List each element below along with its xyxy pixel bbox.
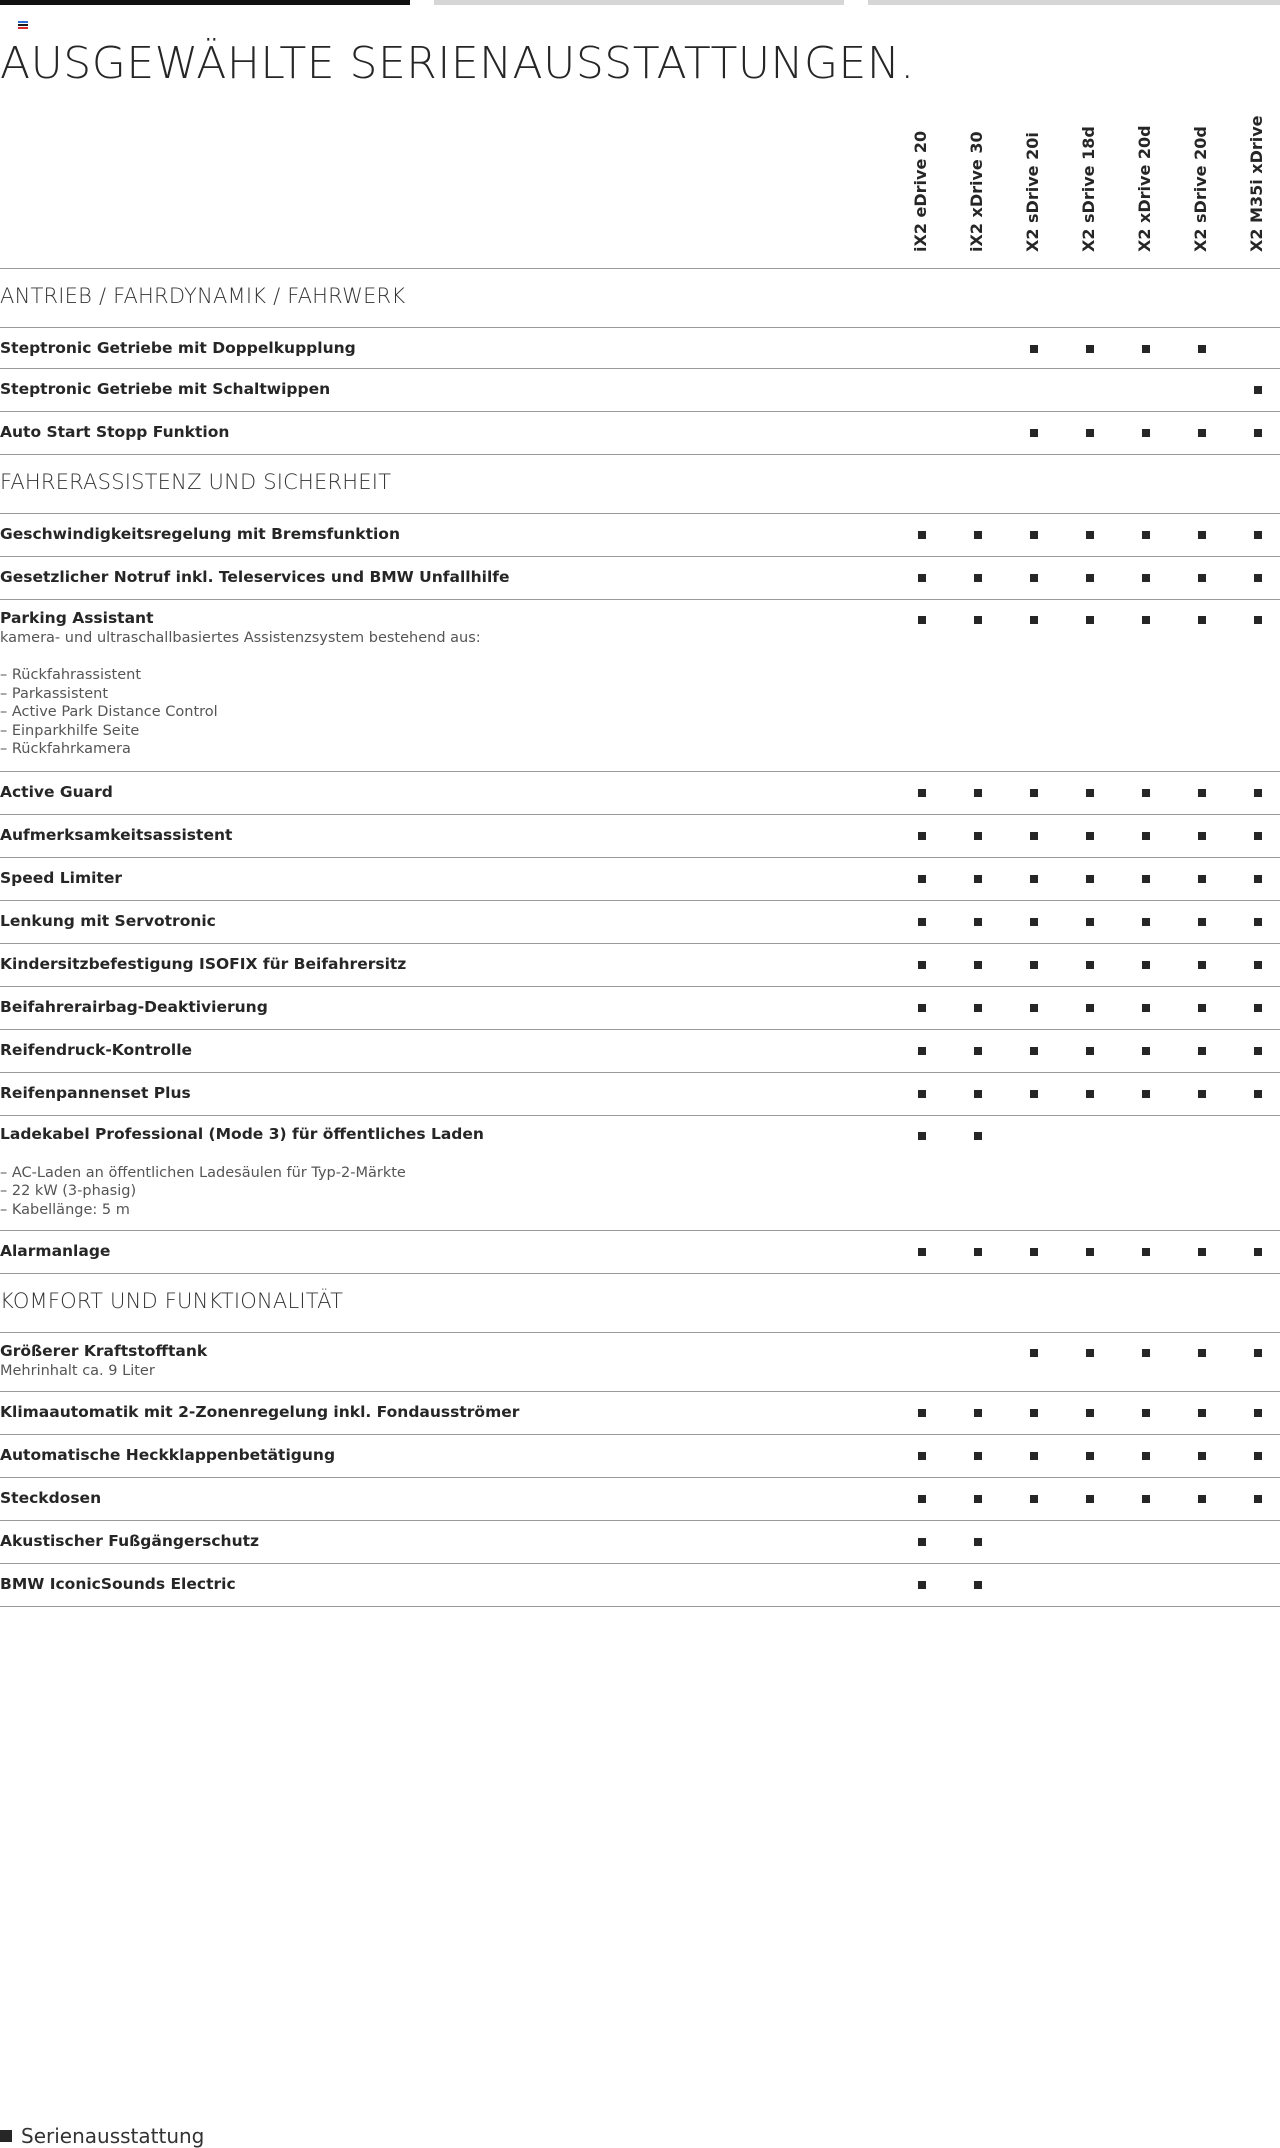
column-header — [907, 102, 937, 252]
standard-equipment-mark — [974, 1248, 982, 1256]
row-label: Reifendruck-Kontrolle — [0, 1041, 193, 1059]
table-row — [0, 1563, 1280, 1606]
standard-equipment-mark — [1254, 429, 1262, 437]
table-row — [0, 771, 1280, 814]
standard-equipment-mark — [1086, 1047, 1094, 1055]
column-header — [963, 102, 993, 252]
progress-bar — [0, 0, 1280, 6]
progress-segment-2 — [434, 0, 844, 5]
row-label: Kindersitzbefestigung ISOFIX für Beifahrersitz — [0, 955, 407, 973]
column-header — [1131, 102, 1161, 252]
row-label: Steptronic Getriebe mit Doppelkupplung — [0, 339, 356, 357]
row-label: Größerer Kraftstofftank — [0, 1342, 208, 1360]
column-header-label: X2 sDrive 20d — [1191, 126, 1210, 252]
standard-equipment-mark — [918, 1452, 926, 1460]
standard-equipment-mark — [1086, 1452, 1094, 1460]
legend — [0, 2124, 204, 2148]
standard-equipment-mark — [974, 616, 982, 624]
table-row — [0, 327, 1280, 368]
divider — [0, 1606, 1280, 1607]
divider — [0, 1273, 1280, 1274]
standard-equipment-mark — [1254, 875, 1262, 883]
section-title: KOMFORT UND FUNKTIONALITÄT — [0, 1289, 344, 1313]
column-headers — [0, 115, 1280, 270]
standard-equipment-mark — [974, 875, 982, 883]
row-label: Reifenpannenset Plus — [0, 1084, 191, 1102]
table-row — [0, 1115, 1280, 1230]
standard-equipment-mark — [1030, 961, 1038, 969]
column-header-label: X2 sDrive 20i — [1023, 132, 1042, 252]
row-label: Speed Limiter — [0, 869, 122, 887]
standard-equipment-mark — [974, 531, 982, 539]
table-row — [0, 1332, 1280, 1391]
standard-equipment-mark — [1142, 918, 1150, 926]
standard-equipment-mark — [1030, 574, 1038, 582]
standard-equipment-mark — [1030, 531, 1038, 539]
standard-equipment-mark — [974, 1538, 982, 1546]
standard-equipment-mark — [1254, 832, 1262, 840]
standard-equipment-mark — [1086, 616, 1094, 624]
standard-equipment-mark — [918, 1047, 926, 1055]
standard-equipment-mark — [1142, 961, 1150, 969]
standard-equipment-mark — [1030, 832, 1038, 840]
standard-equipment-mark — [1198, 1452, 1206, 1460]
standard-equipment-mark — [974, 832, 982, 840]
standard-equipment-mark — [1142, 574, 1150, 582]
row-label: Geschwindigkeitsregelung mit Bremsfunktion — [0, 525, 400, 543]
standard-equipment-mark — [1030, 1248, 1038, 1256]
standard-equipment-mark — [1198, 531, 1206, 539]
standard-equipment-mark — [1198, 789, 1206, 797]
page-title: AUSGEWÄHLTE SERIENAUSSTATTUNGEN. — [0, 38, 915, 89]
table-row — [0, 1520, 1280, 1563]
standard-equipment-mark — [918, 789, 926, 797]
row-description: – AC-Laden an öffentlichen Ladesäulen für Typ-2-Märkte – 22 kW (3-phasig) – Kabellänge: 5 m — [0, 1164, 406, 1218]
row-label: Auto Start Stopp Funktion — [0, 423, 230, 441]
row-description: kamera- und ultraschallbasiertes Assistenzsystem bestehend aus: – Rückfahrassistent – Parkassistent – Active Park Distance Control – Einparkhilfe Seite – Rückfahrkamera — [0, 630, 481, 757]
standard-equipment-mark — [1030, 1004, 1038, 1012]
standard-equipment-mark — [974, 1004, 982, 1012]
standard-equipment-mark — [1086, 429, 1094, 437]
row-label: Ladekabel Professional (Mode 3) für öffentliches Laden — [0, 1125, 484, 1143]
table-row — [0, 943, 1280, 986]
standard-equipment-mark — [1142, 1090, 1150, 1098]
flag-icon — [18, 21, 28, 29]
table-row — [0, 1434, 1280, 1477]
standard-equipment-mark — [1198, 875, 1206, 883]
row-label: Akustischer Fußgängerschutz — [0, 1532, 260, 1550]
standard-equipment-mark — [1254, 1004, 1262, 1012]
standard-equipment-mark — [918, 531, 926, 539]
standard-equipment-mark — [1142, 1452, 1150, 1460]
standard-equipment-mark — [918, 1538, 926, 1546]
row-label: Steptronic Getriebe mit Schaltwippen — [0, 380, 331, 398]
standard-equipment-mark — [1198, 918, 1206, 926]
standard-equipment-mark — [1254, 1047, 1262, 1055]
column-header-label: iX2 xDrive 30 — [967, 131, 986, 252]
row-label: Steckdosen — [0, 1489, 102, 1507]
standard-equipment-mark — [1142, 789, 1150, 797]
standard-equipment-mark — [918, 1132, 926, 1140]
standard-equipment-mark — [1142, 875, 1150, 883]
standard-equipment-mark — [918, 1248, 926, 1256]
standard-equipment-mark — [1254, 1409, 1262, 1417]
row-label: Aufmerksamkeitsassistent — [0, 826, 233, 844]
standard-equipment-mark — [918, 832, 926, 840]
standard-equipment-mark — [974, 1581, 982, 1589]
section-title: FAHRERASSISTENZ UND SICHERHEIT — [0, 470, 392, 494]
standard-equipment-mark — [1086, 1004, 1094, 1012]
standard-equipment-mark — [1086, 1248, 1094, 1256]
table-row — [0, 1477, 1280, 1520]
table-row — [0, 1391, 1280, 1434]
standard-equipment-mark — [918, 1090, 926, 1098]
standard-equipment-mark — [974, 789, 982, 797]
standard-equipment-mark — [1142, 1349, 1150, 1357]
standard-equipment-mark — [974, 1090, 982, 1098]
row-label: Automatische Heckklappenbetätigung — [0, 1446, 336, 1464]
standard-equipment-mark — [974, 1047, 982, 1055]
column-header-label: X2 sDrive 18d — [1079, 126, 1098, 252]
row-label: Beifahrerairbag-Deaktivierung — [0, 998, 268, 1016]
table-row — [0, 814, 1280, 857]
standard-equipment-mark — [1030, 1047, 1038, 1055]
standard-equipment-mark — [918, 875, 926, 883]
filled-square-icon — [0, 2130, 12, 2142]
standard-equipment-mark — [1030, 789, 1038, 797]
standard-equipment-mark — [1142, 1248, 1150, 1256]
standard-equipment-mark — [1142, 1409, 1150, 1417]
table-row — [0, 900, 1280, 943]
standard-equipment-mark — [1030, 918, 1038, 926]
column-header — [1243, 102, 1273, 252]
standard-equipment-mark — [1030, 429, 1038, 437]
column-header-label: X2 xDrive 20d — [1135, 125, 1154, 252]
row-label: Parking Assistant — [0, 609, 154, 627]
standard-equipment-mark — [1198, 1349, 1206, 1357]
standard-equipment-mark — [1254, 1452, 1262, 1460]
standard-equipment-mark — [1198, 1047, 1206, 1055]
standard-equipment-mark — [1198, 1495, 1206, 1503]
standard-equipment-mark — [1030, 1452, 1038, 1460]
standard-equipment-mark — [1142, 832, 1150, 840]
standard-equipment-mark — [1254, 961, 1262, 969]
row-label: Lenkung mit Servotronic — [0, 912, 216, 930]
progress-segment-1 — [0, 0, 410, 5]
standard-equipment-mark — [1198, 832, 1206, 840]
standard-equipment-mark — [1254, 918, 1262, 926]
table-row — [0, 1029, 1280, 1072]
standard-equipment-mark — [1198, 1248, 1206, 1256]
row-label: BMW IconicSounds Electric — [0, 1575, 236, 1593]
standard-equipment-mark — [1086, 789, 1094, 797]
standard-equipment-mark — [1086, 531, 1094, 539]
divider — [0, 268, 1280, 269]
legend-label: Serienausstattung — [21, 2124, 205, 2148]
standard-equipment-mark — [918, 574, 926, 582]
standard-equipment-mark — [918, 918, 926, 926]
standard-equipment-mark — [1086, 961, 1094, 969]
standard-equipment-mark — [1198, 429, 1206, 437]
standard-equipment-mark — [1086, 574, 1094, 582]
standard-equipment-mark — [1198, 574, 1206, 582]
standard-equipment-mark — [1254, 1495, 1262, 1503]
standard-equipment-mark — [974, 961, 982, 969]
row-label: Klimaautomatik mit 2-Zonenregelung inkl. Fondausströmer — [0, 1403, 520, 1421]
standard-equipment-mark — [1198, 961, 1206, 969]
standard-equipment-mark — [1142, 1495, 1150, 1503]
standard-equipment-mark — [1142, 531, 1150, 539]
table-row — [0, 513, 1280, 556]
standard-equipment-mark — [974, 1452, 982, 1460]
divider — [0, 454, 1280, 455]
standard-equipment-mark — [918, 961, 926, 969]
table-row — [0, 986, 1280, 1029]
standard-equipment-mark — [1030, 875, 1038, 883]
column-header — [1075, 102, 1105, 252]
standard-equipment-mark — [1030, 1090, 1038, 1098]
standard-equipment-mark — [974, 918, 982, 926]
standard-equipment-mark — [1030, 345, 1038, 353]
standard-equipment-mark — [974, 1495, 982, 1503]
standard-equipment-mark — [1086, 1495, 1094, 1503]
standard-equipment-mark — [1254, 386, 1262, 394]
standard-equipment-mark — [974, 574, 982, 582]
standard-equipment-mark — [1198, 1090, 1206, 1098]
standard-equipment-mark — [1142, 345, 1150, 353]
standard-equipment-mark — [1086, 345, 1094, 353]
standard-equipment-mark — [918, 1581, 926, 1589]
standard-equipment-mark — [1198, 1409, 1206, 1417]
column-header — [1019, 102, 1049, 252]
standard-equipment-mark — [918, 616, 926, 624]
standard-equipment-mark — [1254, 574, 1262, 582]
table-row — [0, 1072, 1280, 1115]
standard-equipment-mark — [1086, 832, 1094, 840]
standard-equipment-mark — [1086, 875, 1094, 883]
standard-equipment-mark — [1142, 1004, 1150, 1012]
table-row — [0, 1230, 1280, 1273]
standard-equipment-mark — [1198, 616, 1206, 624]
standard-equipment-mark — [1030, 1409, 1038, 1417]
standard-equipment-mark — [1254, 789, 1262, 797]
standard-equipment-mark — [918, 1004, 926, 1012]
standard-equipment-mark — [1198, 345, 1206, 353]
standard-equipment-mark — [1086, 1090, 1094, 1098]
standard-equipment-mark — [918, 1495, 926, 1503]
standard-equipment-mark — [1198, 1004, 1206, 1012]
standard-equipment-mark — [1142, 429, 1150, 437]
standard-equipment-mark — [1086, 918, 1094, 926]
standard-equipment-mark — [1030, 616, 1038, 624]
column-header — [1187, 102, 1217, 252]
standard-equipment-mark — [918, 1409, 926, 1417]
row-description: Mehrinhalt ca. 9 Liter — [0, 1363, 155, 1379]
section-title: ANTRIEB / FAHRDYNAMIK / FAHRWERK — [0, 284, 406, 308]
standard-equipment-mark — [1030, 1495, 1038, 1503]
standard-equipment-mark — [1142, 1047, 1150, 1055]
standard-equipment-mark — [1254, 531, 1262, 539]
standard-equipment-mark — [1086, 1349, 1094, 1357]
table-row — [0, 556, 1280, 599]
row-label: Active Guard — [0, 783, 113, 801]
table-row — [0, 411, 1280, 454]
column-header-label: X2 M35i xDrive — [1247, 115, 1266, 252]
standard-equipment-mark — [1254, 1349, 1262, 1357]
row-label: Alarmanlage — [0, 1242, 111, 1260]
standard-equipment-mark — [1254, 1090, 1262, 1098]
column-header-label: iX2 eDrive 20 — [911, 130, 930, 252]
standard-equipment-mark — [1254, 1248, 1262, 1256]
standard-equipment-mark — [1086, 1409, 1094, 1417]
table-row — [0, 368, 1280, 411]
standard-equipment-mark — [974, 1132, 982, 1140]
row-label: Gesetzlicher Notruf inkl. Teleservices und BMW Unfallhilfe — [0, 568, 510, 586]
table-row — [0, 599, 1280, 771]
standard-equipment-mark — [974, 1409, 982, 1417]
table-row — [0, 857, 1280, 900]
standard-equipment-mark — [1142, 616, 1150, 624]
progress-segment-3 — [868, 0, 1280, 5]
standard-equipment-mark — [1254, 616, 1262, 624]
standard-equipment-mark — [1030, 1349, 1038, 1357]
